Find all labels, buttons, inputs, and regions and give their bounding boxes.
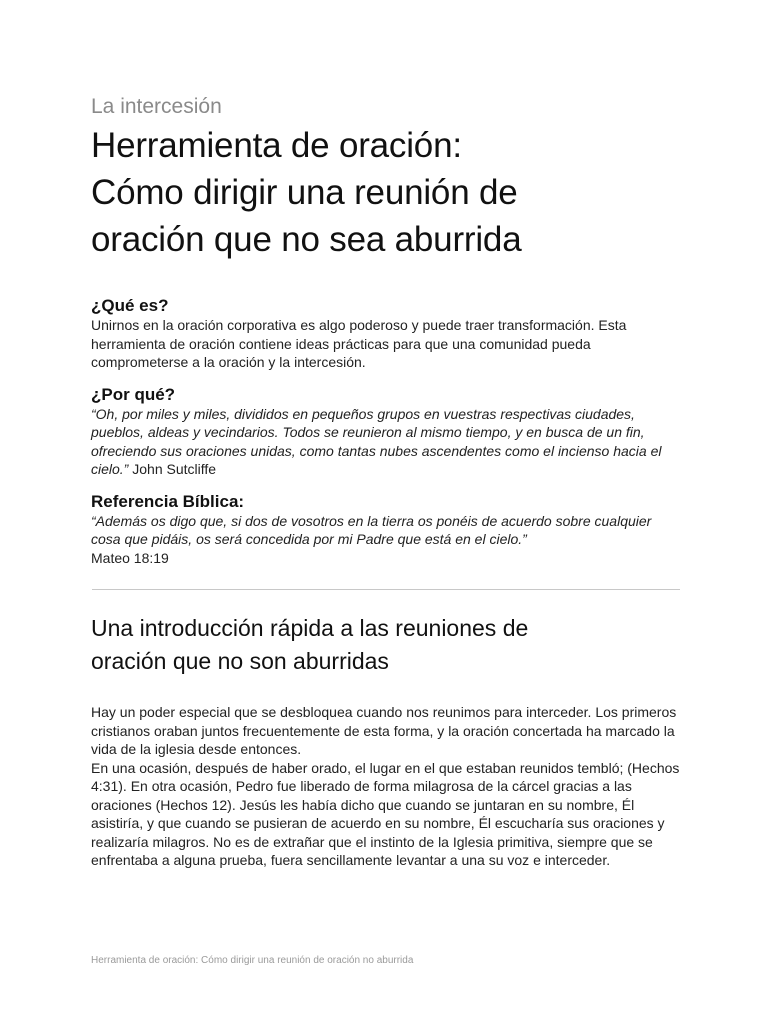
intro-heading: [91, 612, 681, 678]
page-title: [91, 122, 681, 263]
section-quote: [91, 405, 681, 479]
bible-quote: “Además os digo que, si dos de vosotros en la tierra os ponéis de acuerdo sobre cualquier cosa que pidáis, os será concedida por mi Padre que está en el cielo.”: [91, 512, 652, 547]
section-heading: ¿Por qué?: [91, 384, 176, 404]
page-footer: Herramienta de oración: Cómo dirigir una reunión de oración no aburrida: [91, 955, 414, 966]
quote-text: “Oh, por miles y miles, divididos en pequeños grupos en vuestras respectivas ciudades, pueblos, aldeas y vecindarios. Todos se reunieron al mismo tiempo, y en busca de un fin, ofreciendo sus oraciones unidas, como tantas nubes ascendentes como el incienso hacia el cielo.”: [91, 405, 662, 477]
bible-citation: Mateo 18:19: [91, 549, 169, 566]
intro-paragraph: Hay un poder especial que se desbloquea cuando nos reunimos para interceder. Los primeros cristianos oraban juntos frecuentemente de esta forma, y la oración concertada ha marcado la vida de la iglesia desde entonces.: [91, 704, 677, 757]
section-divider: [92, 589, 680, 590]
kicker-label: La intercesión: [91, 95, 222, 118]
section-que-es: [91, 296, 681, 372]
intro-heading-line: oración que no son aburridas: [91, 648, 389, 674]
section-heading: Referencia Bíblica:: [91, 491, 245, 511]
section-heading: ¿Qué es?: [91, 296, 169, 315]
section-referencia: [91, 492, 681, 568]
quote-author: John Sutcliffe: [128, 461, 217, 477]
intro-heading-line: Una introducción rápida a las reuniones de: [91, 615, 529, 641]
page-title-line: oración que no sea aburrida: [91, 220, 522, 259]
page-title-line: Cómo dirigir una reunión de: [91, 173, 518, 212]
intro-paragraph: En una ocasión, después de haber orado, el lugar en el que estaban reunidos tembló; (Hechos 4:31). En otra ocasión, Pedro fue liberado de forma milagrosa de la cárcel gracias a las oraciones (Hechos 12). Jesús les había dicho que cuando se juntaran en su nombre, Él asistiría, y que cuando se pusieran de acuerdo en su nombre, Él escucharía sus oraciones y realizaría milagros. No es de extrañar que el instinto de la Iglesia primitiva, siempre que se enfrentaba a alguna prueba, fuera sencillamente levantar a una su voz e interceder.: [91, 759, 680, 868]
intro-body: [91, 703, 681, 870]
document-page: [91, 94, 681, 870]
section-text: Unirnos en la oración corporativa es algo poderoso y puede traer transformación. Esta herramienta de oración contiene ideas prácticas para que una comunidad pueda comprometerse a la oración y la intercesión.: [91, 317, 627, 370]
section-por-que: [91, 385, 681, 479]
page-title-line: Herramienta de oración:: [91, 126, 462, 165]
